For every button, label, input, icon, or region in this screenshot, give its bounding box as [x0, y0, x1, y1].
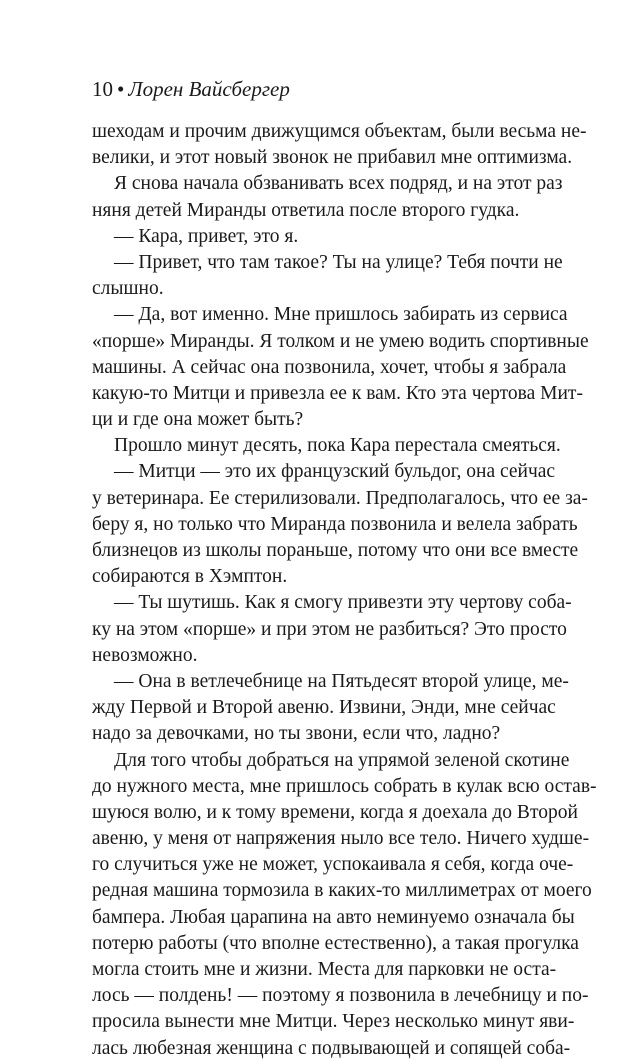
text-line: Я снова начала обзванивать всех подряд, и на этот раз	[114, 173, 563, 195]
text-line: потерю работы (что вполне естественно), а такая прогулка	[92, 932, 579, 954]
text-line: — Привет, что там такое? Ты на улице? Тебя почти не	[114, 251, 563, 273]
text-line: редная машина тормозила в каких-то миллиметрах от моего	[92, 880, 592, 902]
text-line: машины. А сейчас она позвонила, хочет, чтобы я забрала	[92, 356, 567, 378]
text-line: велики, и этот новый звонок не прибавил мне оптимизма.	[92, 147, 573, 169]
text-line: беру я, но только что Миранда позвонила и велела забрать	[92, 513, 578, 535]
header-separator: •	[117, 77, 125, 101]
text-line: — Митци — это их французский бульдог, она сейчас	[114, 461, 556, 483]
text-line: лось — полдень! — поэтому я позвонила в лечебницу и по-	[92, 985, 589, 1007]
text-line: невозможно.	[92, 644, 198, 666]
running-head	[92, 76, 290, 102]
text-line: — Да, вот именно. Мне пришлось забирать из сервиса	[114, 304, 568, 326]
text-line: какую-то Митци и привезла ее к вам. Кто эта чертова Мит-	[92, 382, 583, 404]
text-line: шуюся волю, и к тому времени, когда я доехала до Второй	[92, 801, 578, 823]
text-line: надо за девочками, но ты звони, если что, ладно?	[92, 723, 501, 745]
text-line: могла стоить мне и жизни. Места для парковки не оста-	[92, 959, 557, 980]
text-line: шеходам и прочим движущимся объектам, были весьма не-	[92, 121, 587, 142]
text-line: ци и где она может быть?	[92, 409, 304, 431]
text-line: слышно.	[92, 278, 164, 300]
text-line: просила вынести мне Митци. Через несколько минут яви-	[92, 1011, 575, 1033]
text-line: — Она в ветлечебнице на Пятьдесят второй улице, ме-	[114, 670, 569, 692]
body-text	[92, 119, 597, 1062]
text-line: Прошло минут десять, пока Кара перестала смеяться.	[114, 435, 561, 457]
text-line: го случиться уже не может, успокаивала я себя, когда оче-	[92, 854, 574, 876]
text-line: «порше» Миранды. Я толком и не умею водить спортивные	[92, 330, 589, 352]
text-line: ку на этом «порше» и при этом не разбиться? Это просто	[92, 618, 567, 640]
text-line: собираются в Хэмптон.	[92, 566, 288, 588]
text-line: — Кара, привет, это я.	[114, 225, 299, 247]
text-line: бампера. Любая царапина на авто неминуемо означала бы	[92, 906, 575, 928]
text-line: — Ты шутишь. Как я смогу привезти эту чертову соба-	[114, 592, 572, 614]
text-line: Для того чтобы добраться на упрямой зеленой скотине	[114, 749, 570, 771]
text-line: до нужного места, мне пришлось собрать в кулак всю остав-	[92, 775, 597, 797]
text-line: авеню, у меня от напряжения ныло все тело. Ничего худше-	[92, 828, 590, 850]
page-number: 10	[92, 77, 113, 101]
author-name: Лорен Вайсбергер	[128, 77, 290, 101]
text-line: у ветеринара. Ее стерилизовали. Предполагалось, что ее за-	[92, 487, 588, 509]
text-line: лась любезная женщина с подвывающей и сопящей соба-	[92, 1037, 571, 1059]
text-line: няня детей Миранды ответила после второго гудка.	[92, 199, 520, 221]
text-line: жду Первой и Второй авеню. Извини, Энди, мне сейчас	[92, 697, 556, 719]
text-line: близнецов из школы пораньше, потому что они все вместе	[92, 540, 579, 561]
